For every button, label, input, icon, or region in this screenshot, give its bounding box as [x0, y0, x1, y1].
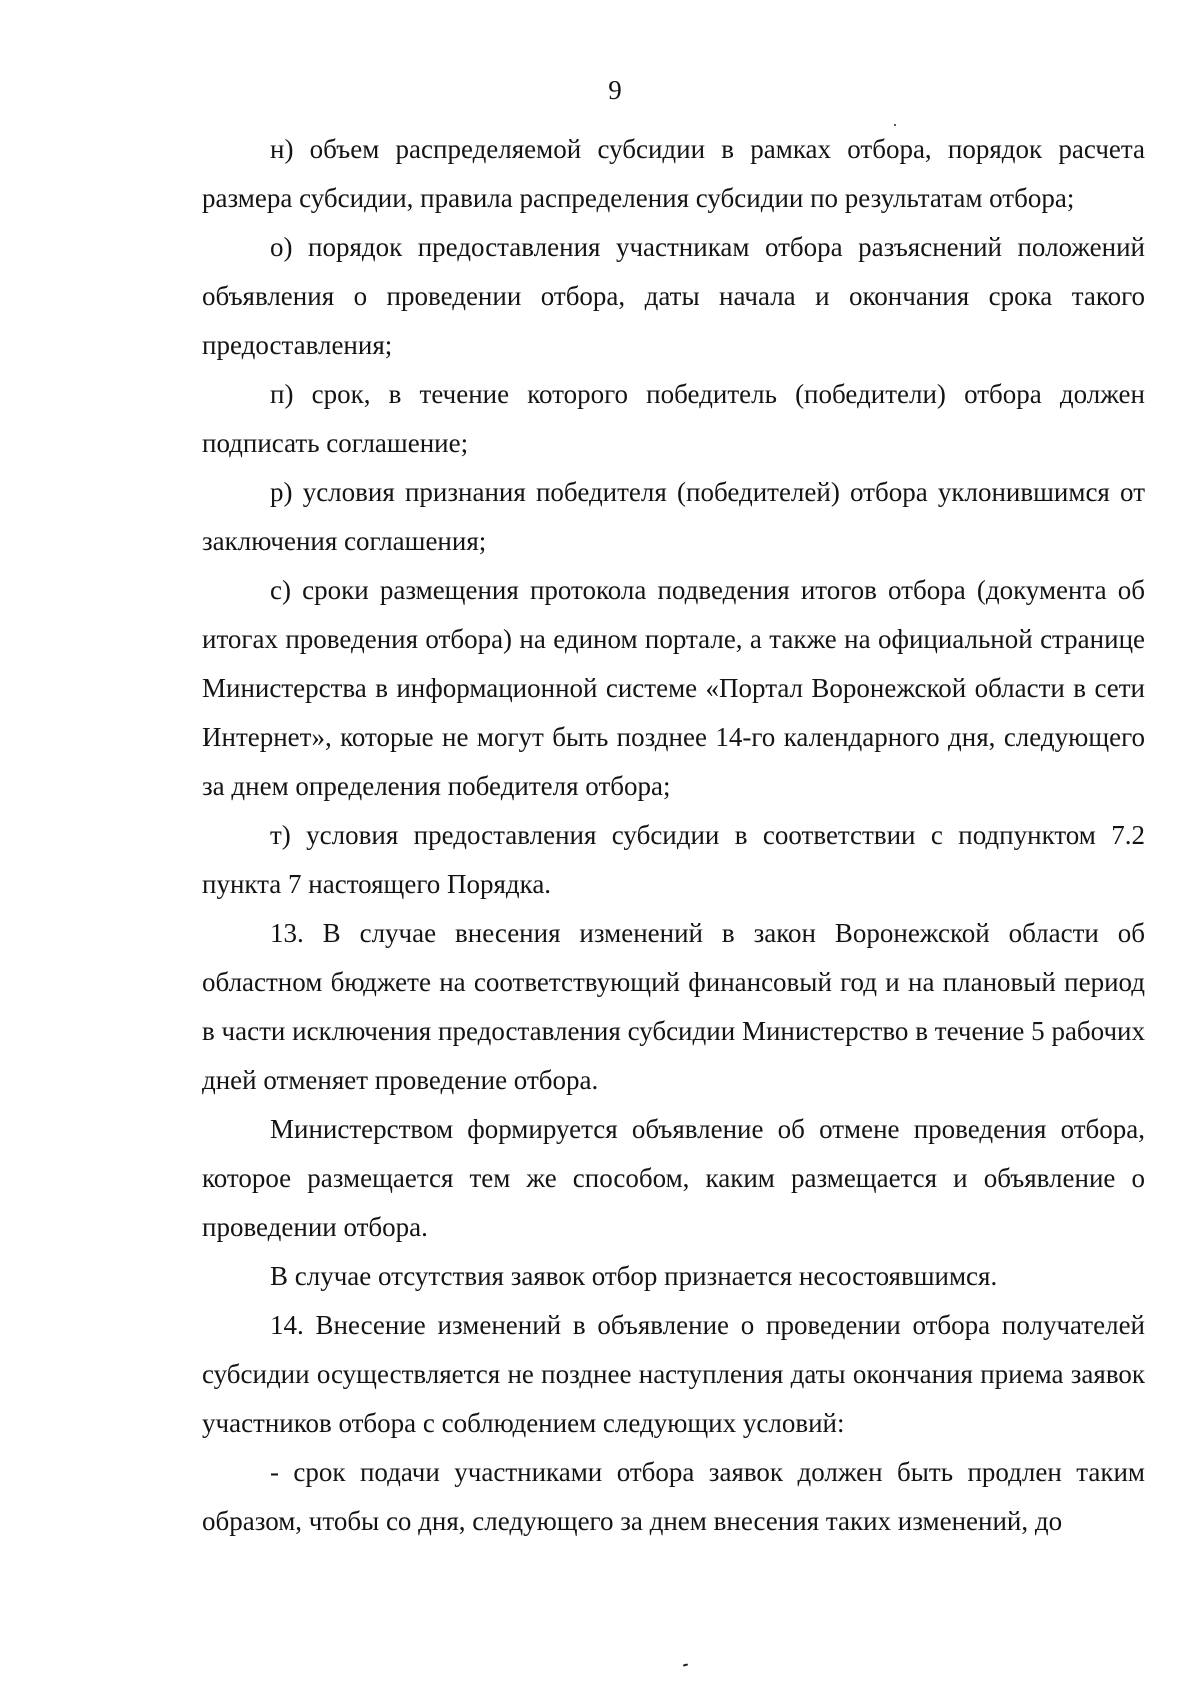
paragraph-item-o: о) порядок предоставления участникам отбора разъяснений положений объявления о проведении отбора, даты начала и окончания срока такого предоставления; [202, 232, 1145, 360]
paragraph-item-p: п) срок, в течение которого победитель (победители) отбора должен подписать соглашение; [202, 379, 1145, 458]
scan-speck [894, 124, 896, 126]
page-number: 9 [608, 75, 622, 105]
paragraph-item-n: н) объем распределяемой субсидии в рамках отбора, порядок расчета размера субсидии, правила распределения субсидии по результатам отбора; [202, 134, 1145, 213]
paragraph-no-applications: В случае отсутствия заявок отбор признается несостоявшимся. [270, 1261, 998, 1291]
paragraph-item-s: с) сроки размещения протокола подведения итогов отбора (документа об итогах проведения отбора) на едином портале, а также на официальной странице Министерства в информационной системе «Портал Воронежской области в сети Интернет», которые не могут быть позднее 14-го календарного дня, следующего за днем определения победителя отбора; [202, 575, 1145, 801]
paragraph-clause-13: 13. В случае внесения изменений в закон Воронежской области об областном бюджете на соответствующий финансовый год и на плановый период в части исключения предоставления субсидии Министерство в течение 5 рабочих дней отменяет проведение отбора. [202, 918, 1145, 1095]
document-body [202, 125, 1145, 1546]
paragraph-item-r: р) условия признания победителя (победителей) отбора уклонившимся от заключения соглашения; [202, 477, 1145, 556]
paragraph-item-t: т) условия предоставления субсидии в соответствии с подпунктом 7.2 пункта 7 настоящего Порядка. [202, 820, 1145, 899]
paragraph-deadline-extension: - срок подачи участниками отбора заявок должен быть продлен таким образом, чтобы со дня, следующего за днем внесения таких изменений, до [202, 1457, 1145, 1536]
paragraph-cancellation-notice: Министерством формируется объявление об отмене проведения отбора, которое размещается тем же способом, каким размещается и объявление о проведении отбора. [202, 1114, 1145, 1242]
scan-speck [683, 1663, 688, 1666]
paragraph-clause-14: 14. Внесение изменений в объявление о проведении отбора получателей субсидии осуществляется не позднее наступления даты окончания приема заявок участников отбора с соблюдением следующих условий: [202, 1310, 1145, 1438]
